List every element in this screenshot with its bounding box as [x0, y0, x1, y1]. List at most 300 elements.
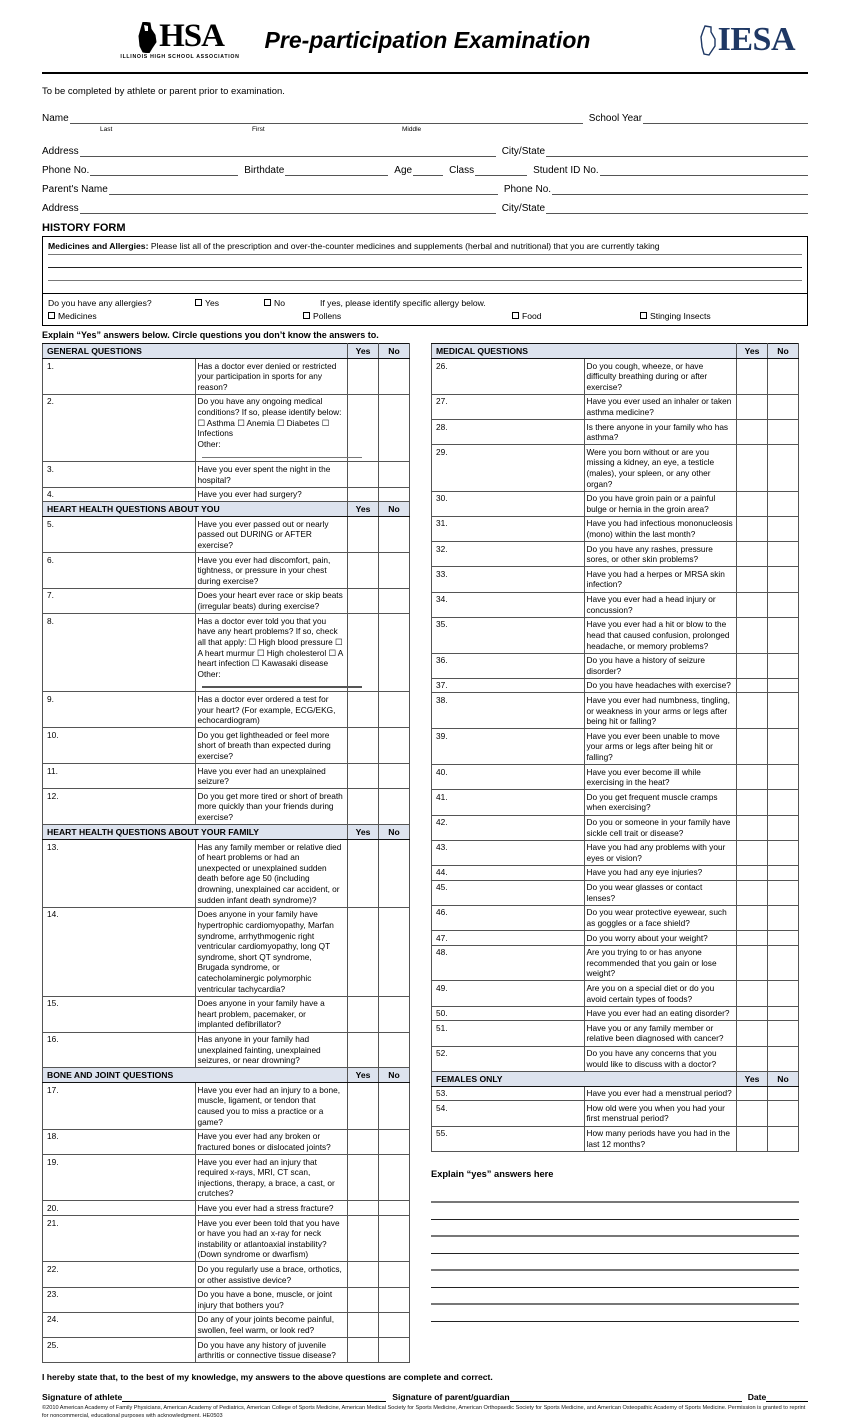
answer-cell-yes[interactable]: [348, 728, 379, 764]
question-text: [195, 553, 348, 589]
question-text-body: Have you ever had a menstrual period?: [586, 1088, 732, 1099]
question-text-body: Have you ever had a hit or blow to the head that caused confusion, prolonged headache, or memory problems?: [586, 619, 730, 651]
answer-cell-yes[interactable]: [348, 588, 379, 613]
answer-cell-yes[interactable]: [737, 491, 768, 516]
question-text: [195, 840, 348, 908]
question-number: 37.: [432, 678, 585, 693]
answer-cell-yes[interactable]: [737, 617, 768, 653]
question-row: [432, 905, 799, 930]
question-text-body: How many periods have you had in the last 12 months?: [586, 1128, 730, 1149]
answer-cell-yes[interactable]: [737, 815, 768, 840]
question-text: [195, 907, 348, 996]
question-number: 33.: [432, 567, 585, 592]
answer-cell-no[interactable]: [768, 790, 799, 815]
explain-write-line[interactable]: [431, 1237, 799, 1254]
answer-cell-no[interactable]: [768, 1126, 799, 1151]
question-text: [195, 394, 348, 462]
answer-cell-no[interactable]: [379, 1083, 410, 1129]
answer-cell-yes[interactable]: [737, 516, 768, 541]
question-row: [43, 1083, 410, 1129]
answer-cell-yes[interactable]: [348, 462, 379, 487]
parents-name-input[interactable]: [109, 182, 498, 195]
answer-cell-yes[interactable]: [348, 1262, 379, 1287]
medicines-write-line-3[interactable]: [48, 280, 802, 293]
question-number: 27.: [432, 394, 585, 419]
answer-cell-yes[interactable]: [348, 764, 379, 789]
question-number: 22.: [43, 1262, 196, 1287]
city-state-input[interactable]: [546, 144, 808, 157]
answer-cell-yes[interactable]: [348, 1083, 379, 1129]
medicines-text: Please list all of the prescription and over-the-counter medicines and supplements (herbal and nutritional) that you are currently taking: [148, 241, 660, 251]
question-row: [43, 517, 410, 553]
question-text: [584, 678, 737, 693]
answer-cell-no[interactable]: [379, 1338, 410, 1363]
answer-cell-yes[interactable]: [737, 542, 768, 567]
allergies-block: [43, 293, 807, 325]
question-text-body: Have you ever had a stress fracture?: [197, 1202, 334, 1213]
question-text: [584, 865, 737, 880]
explain-write-line[interactable]: [431, 1203, 799, 1220]
answer-cell-yes[interactable]: [348, 1155, 379, 1201]
question-text-body: Has any family member or relative died of heart problems or had an unexpected or unexplained sudden death before age 50 (including drowning, unexplained car accident, or sudden infant death syndrome)?: [197, 841, 342, 905]
student-id-input[interactable]: [600, 163, 808, 176]
explain-write-line[interactable]: [431, 1254, 799, 1271]
question-text: [584, 592, 737, 617]
answer-cell-yes[interactable]: [737, 905, 768, 930]
question-text: [195, 728, 348, 764]
answer-cell-yes[interactable]: [348, 1312, 379, 1337]
question-text: [195, 1287, 348, 1312]
question-text-body: Does your heart ever race or skip beats (irregular beats) during exercise?: [197, 590, 343, 612]
question-row: [432, 865, 799, 880]
parent-phone-input[interactable]: [552, 182, 808, 195]
answer-cell-yes[interactable]: [737, 729, 768, 765]
date-input[interactable]: [766, 1390, 808, 1402]
question-text-body: Have you ever had a head injury or concussion?: [586, 594, 716, 615]
parent-signature-input[interactable]: [510, 1390, 742, 1402]
answer-cell-yes[interactable]: [737, 394, 768, 419]
athlete-signature-input[interactable]: [122, 1390, 386, 1402]
question-number: 2.: [43, 394, 196, 462]
answer-cell-no[interactable]: [379, 996, 410, 1032]
question-number: 18.: [43, 1129, 196, 1154]
question-number: 31.: [432, 516, 585, 541]
answer-cell-no[interactable]: [379, 1216, 410, 1262]
answer-cell-no[interactable]: [379, 462, 410, 487]
answer-cell-no[interactable]: [768, 1021, 799, 1046]
question-row: [43, 1338, 410, 1363]
answer-cell-no[interactable]: [768, 592, 799, 617]
question-text: [584, 567, 737, 592]
answer-cell-yes[interactable]: [737, 865, 768, 880]
answer-cell-no[interactable]: [379, 517, 410, 553]
parent-city-state-input[interactable]: [546, 201, 808, 214]
answer-cell-no[interactable]: [379, 1032, 410, 1068]
question-row: [432, 592, 799, 617]
answer-cell-yes[interactable]: [737, 1101, 768, 1126]
answer-cell-yes[interactable]: [737, 653, 768, 678]
answer-cell-yes[interactable]: [737, 1006, 768, 1021]
answer-cell-no[interactable]: [768, 394, 799, 419]
answer-cell-no[interactable]: [768, 420, 799, 445]
answer-cell-no[interactable]: [768, 693, 799, 729]
answer-cell-yes[interactable]: [737, 931, 768, 946]
question-text: [584, 1101, 737, 1126]
answer-cell-no[interactable]: [768, 678, 799, 693]
answer-cell-yes[interactable]: [737, 765, 768, 790]
question-number: 26.: [432, 359, 585, 395]
question-text-body: Have you ever had an injury that required x-rays, MRI, CT scan, injections, therapy, a brace, a cast, or crutches?: [197, 1156, 335, 1199]
name-sublabels: [42, 126, 808, 137]
question-number: 10.: [43, 728, 196, 764]
question-number: 5.: [43, 517, 196, 553]
question-number: 45.: [432, 880, 585, 905]
question-text: [195, 1032, 348, 1068]
question-number: 34.: [432, 592, 585, 617]
question-number: 7.: [43, 588, 196, 613]
question-row: [432, 693, 799, 729]
name-label: Name: [42, 113, 69, 124]
class-input[interactable]: [475, 163, 527, 176]
answer-cell-no[interactable]: [768, 840, 799, 865]
column-header-yes: Yes: [348, 825, 379, 840]
answer-cell-yes[interactable]: [737, 678, 768, 693]
illinois-outline-icon: [699, 25, 717, 55]
ihsa-wordmark: [136, 20, 224, 53]
section-header-row: [432, 1071, 799, 1086]
medicines-write-line-1[interactable]: [48, 254, 802, 267]
question-text-body: Have you ever had discomfort, pain, tightness, or pressure in your chest during exercise?: [197, 554, 331, 586]
answer-cell-yes[interactable]: [737, 880, 768, 905]
question-row: [432, 815, 799, 840]
answer-cell-no[interactable]: [379, 789, 410, 825]
answer-cell-no[interactable]: [379, 1312, 410, 1337]
question-text-body: Have you ever become ill while exercising in the heat?: [586, 766, 701, 788]
question-text-body: Has a doctor ever denied or restricted your participation in sports for any reason?: [197, 360, 337, 392]
answer-cell-yes[interactable]: [348, 517, 379, 553]
answer-cell-no[interactable]: [768, 653, 799, 678]
phone-input[interactable]: [90, 163, 238, 176]
answer-cell-yes[interactable]: [737, 445, 768, 491]
question-text: [584, 617, 737, 653]
answer-cell-no[interactable]: [768, 905, 799, 930]
question-number: 24.: [43, 1312, 196, 1337]
answer-cell-no[interactable]: [768, 542, 799, 567]
answer-cell-no[interactable]: [379, 359, 410, 395]
iesa-acronym: IESA: [717, 21, 795, 58]
question-text: [584, 1086, 737, 1101]
left-questions-table: [42, 343, 410, 1363]
question-text-body: Do you wear protective eyewear, such as goggles or a face shield?: [586, 907, 727, 928]
explain-write-line[interactable]: [431, 1305, 799, 1322]
question-text-body: Do you or someone in your family have sickle cell trait or disease?: [586, 817, 731, 838]
ihsa-acronym: HSA: [159, 18, 224, 54]
allergies-no-checkbox[interactable]: [264, 299, 271, 306]
allergies-question-label: Do you have any allergies?: [48, 297, 152, 308]
allergies-no-label: No: [274, 297, 285, 308]
medicines-label: Medicines and Allergies:: [48, 241, 149, 251]
question-row: [432, 1021, 799, 1046]
question-row: [432, 1101, 799, 1126]
question-row: [43, 764, 410, 789]
field-row-parent-name: [42, 178, 808, 195]
name-input[interactable]: [70, 111, 583, 124]
answer-cell-no[interactable]: [768, 359, 799, 395]
answer-cell-yes[interactable]: [348, 1032, 379, 1068]
answer-cell-no[interactable]: [768, 516, 799, 541]
question-text: [584, 790, 737, 815]
answer-cell-yes[interactable]: [348, 1338, 379, 1363]
answer-cell-no[interactable]: [768, 1046, 799, 1071]
address-input[interactable]: [80, 144, 496, 157]
birthdate-input[interactable]: [285, 163, 388, 176]
question-other-input[interactable]: [202, 450, 362, 458]
answer-cell-no[interactable]: [768, 1086, 799, 1101]
answer-cell-no[interactable]: [768, 617, 799, 653]
question-other-input[interactable]: [202, 680, 362, 688]
explain-write-line[interactable]: [431, 1288, 799, 1305]
question-text-body: Has a doctor ever ordered a test for your heart? (For example, ECG/EKG, echocardiogram): [197, 693, 336, 726]
answer-cell-no[interactable]: [379, 764, 410, 789]
answer-cell-yes[interactable]: [348, 789, 379, 825]
answer-cell-yes[interactable]: [737, 945, 768, 981]
answer-cell-no[interactable]: [768, 815, 799, 840]
allergy-food-checkbox[interactable]: [512, 312, 519, 319]
answer-cell-yes[interactable]: [348, 840, 379, 908]
answer-cell-no[interactable]: [379, 1287, 410, 1312]
explain-write-line[interactable]: [431, 1186, 799, 1203]
answer-cell-no[interactable]: [379, 840, 410, 908]
answer-cell-yes[interactable]: [737, 420, 768, 445]
right-questions-table: [431, 343, 799, 1152]
question-number: 9.: [43, 692, 196, 728]
allergy-option-medicines: Medicines: [58, 310, 97, 321]
question-text-body: Are you on a special diet or do you avoid certain types of foods?: [586, 982, 715, 1004]
question-other-label: Other:: [197, 438, 221, 449]
answer-cell-no[interactable]: [768, 491, 799, 516]
answer-cell-yes[interactable]: [348, 359, 379, 395]
answer-cell-no[interactable]: [379, 394, 410, 462]
answer-cell-yes[interactable]: [737, 981, 768, 1006]
column-header-yes: Yes: [737, 1071, 768, 1086]
answer-cell-no[interactable]: [379, 1262, 410, 1287]
question-row: [432, 931, 799, 946]
birthdate-label: Birthdate: [244, 165, 285, 176]
section-header-row: [43, 344, 410, 359]
answer-cell-no[interactable]: [379, 907, 410, 996]
answer-cell-no[interactable]: [379, 1129, 410, 1154]
answer-cell-yes[interactable]: [348, 907, 379, 996]
answer-cell-yes[interactable]: [737, 1126, 768, 1151]
answer-cell-no[interactable]: [379, 553, 410, 589]
answer-cell-yes[interactable]: [737, 790, 768, 815]
question-text: [584, 815, 737, 840]
parent-signature-label: Signature of parent/guardian: [392, 1392, 510, 1403]
answer-cell-yes[interactable]: [737, 592, 768, 617]
answer-cell-yes[interactable]: [737, 359, 768, 395]
answer-cell-no[interactable]: [379, 1155, 410, 1201]
question-text: [584, 542, 737, 567]
question-text-body: Do you have groin pain or a painful bulge or hernia in the groin area?: [586, 493, 716, 514]
question-row: [43, 487, 410, 502]
question-text-body: Does anyone in your family have hypertrophic cardiomyopathy, Marfan syndrome, arrhythmogenic right ventricular cardiomyopathy, long QT syndrome, short QT syndrome, Brugada syndrome, or catecholaminergic polymorphic ventricular tachycardia?: [197, 909, 334, 994]
answer-cell-yes[interactable]: [348, 487, 379, 502]
answer-cell-no[interactable]: [768, 765, 799, 790]
answer-cell-yes[interactable]: [348, 1129, 379, 1154]
question-text-body: How old were you when you had your first menstrual period?: [586, 1102, 725, 1124]
medicines-write-line-2[interactable]: [48, 267, 802, 280]
allergy-stinging-insects-checkbox[interactable]: [640, 312, 647, 319]
answer-cell-no[interactable]: [379, 487, 410, 502]
age-label: Age: [394, 165, 413, 176]
question-row: [432, 729, 799, 765]
page-title: Pre-participation Examination: [264, 26, 591, 53]
answer-cell-no[interactable]: [768, 931, 799, 946]
explain-write-line[interactable]: [431, 1271, 799, 1288]
question-row: [43, 462, 410, 487]
answer-cell-yes[interactable]: [348, 996, 379, 1032]
section-header-label: GENERAL QUESTIONS: [43, 344, 348, 359]
question-text-body: Have you had infectious mononucleosis (mono) within the last month?: [586, 518, 733, 540]
age-input[interactable]: [413, 163, 443, 176]
answer-cell-no[interactable]: [768, 1101, 799, 1126]
question-row: [43, 789, 410, 825]
question-number: 3.: [43, 462, 196, 487]
answer-cell-no[interactable]: [768, 729, 799, 765]
answer-cell-yes[interactable]: [737, 1086, 768, 1101]
question-row: [432, 1046, 799, 1071]
right-question-column: [431, 343, 799, 1322]
answer-cell-yes[interactable]: [737, 693, 768, 729]
column-header-no: No: [379, 344, 410, 359]
explain-yes-title: Explain “yes” answers here: [431, 1168, 554, 1179]
explain-instruction: Explain “Yes” answers below. Circle questions you don’t know the answers to.: [42, 330, 379, 340]
answer-cell-no[interactable]: [379, 614, 410, 692]
question-text: [195, 359, 348, 395]
left-question-column: [42, 343, 410, 1363]
medicines-instruction: [43, 237, 807, 254]
question-number: 53.: [432, 1086, 585, 1101]
question-row: [43, 1262, 410, 1287]
question-number: 11.: [43, 764, 196, 789]
section-header-row: [43, 502, 410, 517]
question-text-body: Have you ever spent the night in the hospital?: [197, 463, 331, 485]
question-number: 43.: [432, 840, 585, 865]
question-number: 55.: [432, 1126, 585, 1151]
question-number: 16.: [43, 1032, 196, 1068]
parent-address-input[interactable]: [80, 201, 496, 214]
question-number: 30.: [432, 491, 585, 516]
answer-cell-no[interactable]: [379, 728, 410, 764]
answer-cell-no[interactable]: [768, 945, 799, 981]
question-text: [584, 693, 737, 729]
section-header-label: HEART HEALTH QUESTIONS ABOUT YOU: [43, 502, 348, 517]
answer-cell-yes[interactable]: [348, 1201, 379, 1216]
question-text: [584, 1126, 737, 1151]
question-text-body: Have you ever had surgery?: [197, 489, 302, 500]
answer-cell-no[interactable]: [379, 1201, 410, 1216]
question-text: [584, 1046, 737, 1071]
question-text: [195, 1262, 348, 1287]
section-header-label: BONE AND JOINT QUESTIONS: [43, 1068, 348, 1083]
section-header-label: FEMALES ONLY: [432, 1071, 737, 1086]
answer-cell-no[interactable]: [768, 445, 799, 491]
student-id-label: Student ID No.: [533, 165, 599, 176]
answer-cell-no[interactable]: [768, 865, 799, 880]
question-text-body: Have you ever been unable to move your arms or legs after being hit or falling?: [586, 730, 720, 762]
section-header-row: [43, 1068, 410, 1083]
question-number: 35.: [432, 617, 585, 653]
question-text: [584, 931, 737, 946]
allergies-if-yes-note: If yes, please identify specific allergy below.: [320, 297, 486, 308]
question-row: [43, 1216, 410, 1262]
answer-cell-yes[interactable]: [737, 1046, 768, 1071]
question-text-body: Are you trying to or has anyone recommended that you gain or lose weight?: [586, 947, 717, 979]
question-text-body: Have you ever had an eating disorder?: [586, 1008, 730, 1019]
sublabel-last: Last: [100, 126, 113, 133]
allergies-yes-checkbox[interactable]: [195, 299, 202, 306]
column-header-no: No: [379, 502, 410, 517]
explain-write-line[interactable]: [431, 1220, 799, 1237]
answer-cell-yes[interactable]: [737, 840, 768, 865]
question-other-label: Other:: [197, 668, 221, 679]
answer-cell-yes[interactable]: [348, 1287, 379, 1312]
question-number: 44.: [432, 865, 585, 880]
question-row: [432, 945, 799, 981]
question-row: [43, 588, 410, 613]
allergies-yes-label: Yes: [205, 297, 220, 308]
intro-text: To be completed by athlete or parent prior to examination.: [42, 86, 285, 97]
answer-cell-yes[interactable]: [348, 1216, 379, 1262]
question-text-body: Were you born without or are you missing a kidney, an eye, a testicle (males), your spleen, or any other organ?: [586, 446, 715, 489]
answer-cell-no[interactable]: [768, 880, 799, 905]
answer-cell-yes[interactable]: [737, 1021, 768, 1046]
phone-label: Phone No.: [42, 165, 90, 176]
question-number: 47.: [432, 931, 585, 946]
allergy-pollens-checkbox[interactable]: [303, 312, 310, 319]
question-text-body: Have you ever had any broken or fractured bones or dislocated joints?: [197, 1131, 331, 1152]
answer-cell-yes[interactable]: [348, 553, 379, 589]
parent-address-label: Address: [42, 203, 79, 214]
answer-cell-no[interactable]: [379, 692, 410, 728]
answer-cell-no[interactable]: [768, 981, 799, 1006]
answer-cell-no[interactable]: [768, 1006, 799, 1021]
question-text-body: Has anyone in your family had unexplained fainting, unexplained seizures, or near drowning?: [197, 1034, 321, 1066]
question-number: 50.: [432, 1006, 585, 1021]
question-number: 41.: [432, 790, 585, 815]
school-year-label: School Year: [588, 113, 643, 124]
question-row: [432, 840, 799, 865]
school-year-input[interactable]: [643, 111, 808, 124]
question-text-body: Has a doctor ever told you that you have any heart problems? If so, check all that apply: ☐ High blood pressure ☐ A heart murmur ☐ High cholesterol ☐ A heart infection ☐ Kawasaki disease: [197, 615, 343, 669]
column-header-no: No: [379, 825, 410, 840]
answer-cell-no[interactable]: [768, 567, 799, 592]
question-text-body: Do you get lightheaded or feel more short of breath than expected during exercise?: [197, 729, 331, 761]
question-text-body: Do you have any history of juvenile arthritis or connective tissue disease?: [197, 1339, 336, 1361]
answer-cell-yes[interactable]: [348, 692, 379, 728]
question-number: 39.: [432, 729, 585, 765]
answer-cell-yes[interactable]: [737, 567, 768, 592]
city-state-label: City/State: [501, 146, 546, 157]
sublabel-middle: Middle: [402, 126, 422, 133]
question-row: [43, 394, 410, 462]
question-number: 25.: [43, 1338, 196, 1363]
answer-cell-no[interactable]: [379, 588, 410, 613]
copyright-notice: ©2010 American Academy of Family Physicians, American Academy of Pediatrics, American College of Sports Medicine, American Medical Society for Sports Medicine, American Orthopaedic Society for Sports Medicine, and American Osteopathic Academy of Sports Medicine. Permission is granted to reprint for noncommercial, educational purposes with acknowledgment. HE0503: [42, 1405, 806, 1420]
question-number: 42.: [432, 815, 585, 840]
question-number: 19.: [43, 1155, 196, 1201]
allergy-medicines-checkbox[interactable]: [48, 312, 55, 319]
